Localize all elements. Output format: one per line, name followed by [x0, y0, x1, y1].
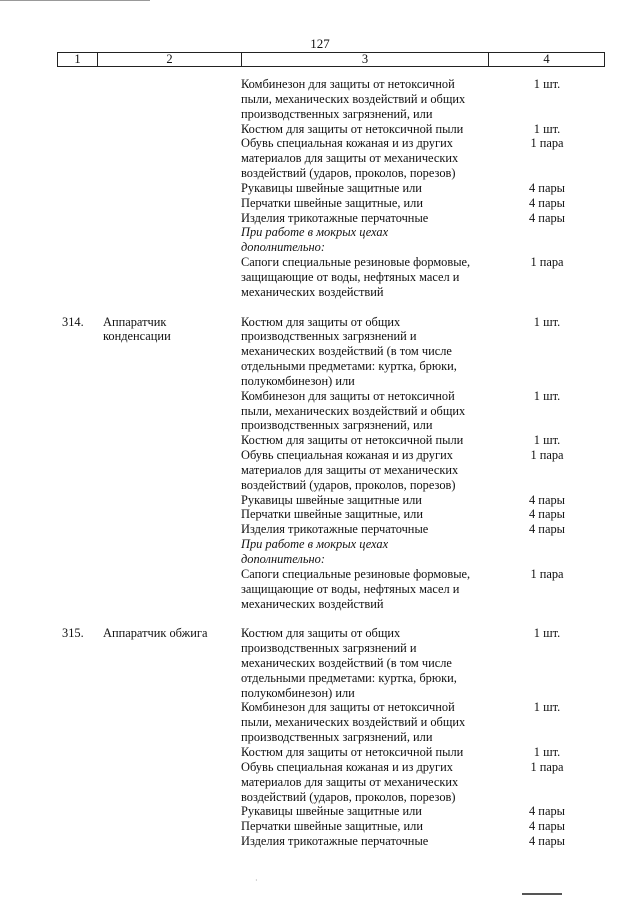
- equipment-item: производственных загрязнений и: [241, 641, 417, 656]
- table-row: [0, 582, 640, 597]
- equipment-item: Обувь специальная кожаная и из других: [241, 448, 453, 463]
- equipment-item: защищающие от воды, нефтяных масел и: [241, 581, 460, 596]
- table-row: [0, 77, 640, 92]
- table-row: [0, 374, 640, 389]
- table-row: [0, 715, 640, 730]
- quantity: 1 шт.: [533, 121, 561, 136]
- equipment-item: механических воздействий (в том числе: [241, 655, 452, 670]
- equipment-item: отдельными предметами: куртка, брюки,: [241, 359, 457, 374]
- equipment-item: воздействий (ударов, проколов, порезов): [241, 477, 456, 492]
- quantity: 1 шт.: [533, 744, 561, 759]
- block-gap: [0, 611, 640, 626]
- item-number: 315.: [62, 626, 84, 641]
- quantity: 4 пары: [529, 180, 565, 195]
- table-row: [0, 671, 640, 686]
- equipment-item: воздействий (ударов, проколов, порезов): [241, 166, 456, 181]
- equipment-item: защищающие от воды, нефтяных масел и: [241, 269, 460, 284]
- equipment-item: Комбинезон для защиты от нетоксичной: [241, 77, 455, 91]
- quantity: 1 пара: [530, 566, 564, 581]
- table-row: [0, 700, 640, 715]
- table-row: [0, 626, 640, 641]
- quantity: 1 пара: [530, 136, 564, 151]
- table-row: [0, 255, 640, 270]
- quantity: 4 пары: [529, 507, 565, 522]
- table-row: [0, 181, 640, 196]
- equipment-item: Сапоги специальные резиновые формовые,: [241, 255, 471, 270]
- quantity: 4 пары: [529, 210, 565, 225]
- equipment-item: пыли, механических воздействий и общих: [241, 91, 466, 106]
- table-row: [0, 285, 640, 300]
- quantity: 4 пары: [529, 195, 565, 210]
- table-row: [0, 315, 640, 330]
- equipment-item: производственных загрязнений и: [241, 329, 417, 344]
- table-row: [0, 775, 640, 790]
- table-row: [0, 597, 640, 612]
- profession-name: конденсации: [103, 329, 171, 344]
- table-row: [0, 730, 640, 745]
- table-row: [0, 136, 640, 151]
- table-row: [0, 641, 640, 656]
- quantity: 1 шт.: [533, 314, 561, 329]
- equipment-item: механических воздействий (в том числе: [241, 344, 452, 359]
- condition-note: дополнительно:: [241, 240, 325, 255]
- table-row: [0, 107, 640, 122]
- equipment-item: полукомбинезон) или: [241, 373, 355, 388]
- profession-name: Аппаратчик: [103, 314, 167, 329]
- equipment-item: Костюм для защиты от нетоксичной пыли: [241, 433, 464, 448]
- column-header-1: 1: [74, 52, 81, 66]
- equipment-item: пыли, механических воздействий и общих: [241, 715, 466, 730]
- table-row: [0, 537, 640, 552]
- equipment-item: Костюм для защиты от общих: [241, 626, 401, 641]
- table-row: [0, 404, 640, 419]
- equipment-item: Комбинезон для защиты от нетоксичной: [241, 700, 455, 715]
- equipment-item: полукомбинезон) или: [241, 685, 355, 700]
- table-row: [0, 359, 640, 374]
- quantity: 1 пара: [530, 255, 564, 270]
- equipment-item: Перчатки швейные защитные, или: [241, 819, 423, 834]
- table-row: [0, 448, 640, 463]
- table-row: [0, 166, 640, 181]
- equipment-item: Перчатки швейные защитные, или: [241, 195, 423, 210]
- table-row: [0, 804, 640, 819]
- column-header-2: 2: [97, 53, 241, 66]
- scan-edge-line: [0, 0, 150, 1]
- table-row: [0, 567, 640, 582]
- equipment-item: Рукавицы швейные защитные или: [241, 804, 422, 819]
- equipment-item: Изделия трикотажные перчаточные: [241, 210, 429, 225]
- equipment-item: Обувь специальная кожаная и из других: [241, 759, 453, 774]
- quantity: 1 пара: [530, 759, 564, 774]
- quantity: 1 шт.: [533, 626, 561, 641]
- equipment-item: Костюм для защиты от общих: [241, 314, 401, 329]
- table-row: [0, 493, 640, 508]
- table-body: [0, 77, 640, 849]
- equipment-item: производственных загрязнений, или: [241, 730, 433, 745]
- quantity: 4 пары: [529, 492, 565, 507]
- quantity: 1 шт.: [533, 700, 561, 715]
- equipment-item: пыли, механических воздействий и общих: [241, 403, 466, 418]
- equipment-item: Обувь специальная кожаная и из других: [241, 136, 453, 151]
- page-number: 127: [310, 36, 330, 51]
- table-row: [0, 122, 640, 137]
- table-row: [0, 389, 640, 404]
- table-row: [0, 196, 640, 211]
- table-row: [0, 225, 640, 240]
- table-row: [0, 760, 640, 775]
- column-header-4: 4: [488, 53, 604, 66]
- table-row: [0, 834, 640, 849]
- table-row: [0, 344, 640, 359]
- table-row: [0, 790, 640, 805]
- table-row: [0, 507, 640, 522]
- table-row: [0, 656, 640, 671]
- equipment-item: материалов для защиты от механических: [241, 462, 459, 477]
- equipment-item: механических воздействий: [241, 284, 384, 299]
- quantity: 1 шт.: [533, 388, 561, 403]
- table-row: [0, 329, 640, 344]
- quantity: 1 шт.: [533, 77, 561, 91]
- equipment-item: Костюм для защиты от нетоксичной пыли: [241, 121, 464, 136]
- table-row: [0, 819, 640, 834]
- equipment-item: Перчатки швейные защитные, или: [241, 507, 423, 522]
- table-header-row: [57, 52, 605, 67]
- table-row: [0, 211, 640, 226]
- table-row: [0, 92, 640, 107]
- block-gap: [0, 300, 640, 315]
- table-row: [0, 151, 640, 166]
- quantity: 1 шт.: [533, 433, 561, 448]
- equipment-item: Костюм для защиты от нетоксичной пыли: [241, 744, 464, 759]
- condition-note: При работе в мокрых цехах: [241, 537, 389, 552]
- equipment-item: Сапоги специальные резиновые формовые,: [241, 566, 471, 581]
- item-number: 314.: [62, 314, 84, 329]
- equipment-item: Рукавицы швейные защитные или: [241, 492, 422, 507]
- equipment-item: отдельными предметами: куртка, брюки,: [241, 670, 457, 685]
- equipment-item: Рукавицы швейные защитные или: [241, 180, 422, 195]
- table-row: [0, 478, 640, 493]
- table-row: [0, 463, 640, 478]
- equipment-item: Комбинезон для защиты от нетоксичной: [241, 388, 455, 403]
- condition-note: При работе в мокрых цехах: [241, 225, 389, 240]
- equipment-item: Изделия трикотажные перчаточные: [241, 834, 429, 849]
- table-row: [0, 745, 640, 760]
- equipment-item: материалов для защиты от механических: [241, 151, 459, 166]
- scan-corner-mark: [522, 893, 562, 895]
- equipment-item: воздействий (ударов, проколов, порезов): [241, 789, 456, 804]
- quantity: 4 пары: [529, 834, 565, 849]
- quantity: 4 пары: [529, 804, 565, 819]
- column-header-3: 3: [241, 53, 488, 66]
- table-row: [0, 270, 640, 285]
- quantity: 4 пары: [529, 819, 565, 834]
- table-row: [0, 240, 640, 255]
- equipment-item: производственных загрязнений, или: [241, 418, 433, 433]
- scan-specks: ·: [255, 876, 288, 885]
- quantity: 1 пара: [530, 448, 564, 463]
- equipment-item: Изделия трикотажные перчаточные: [241, 522, 429, 537]
- equipment-item: производственных загрязнений, или: [241, 106, 433, 121]
- condition-note: дополнительно:: [241, 552, 325, 566]
- equipment-item: механических воздействий: [241, 596, 384, 611]
- profession-name: Аппаратчик обжига: [103, 626, 208, 641]
- table-row: [0, 433, 640, 448]
- equipment-item: материалов для защиты от механических: [241, 774, 459, 789]
- table-row: [0, 522, 640, 537]
- table-row: [0, 552, 640, 567]
- table-row: [0, 418, 640, 433]
- quantity: 4 пары: [529, 522, 565, 537]
- table-row: [0, 686, 640, 701]
